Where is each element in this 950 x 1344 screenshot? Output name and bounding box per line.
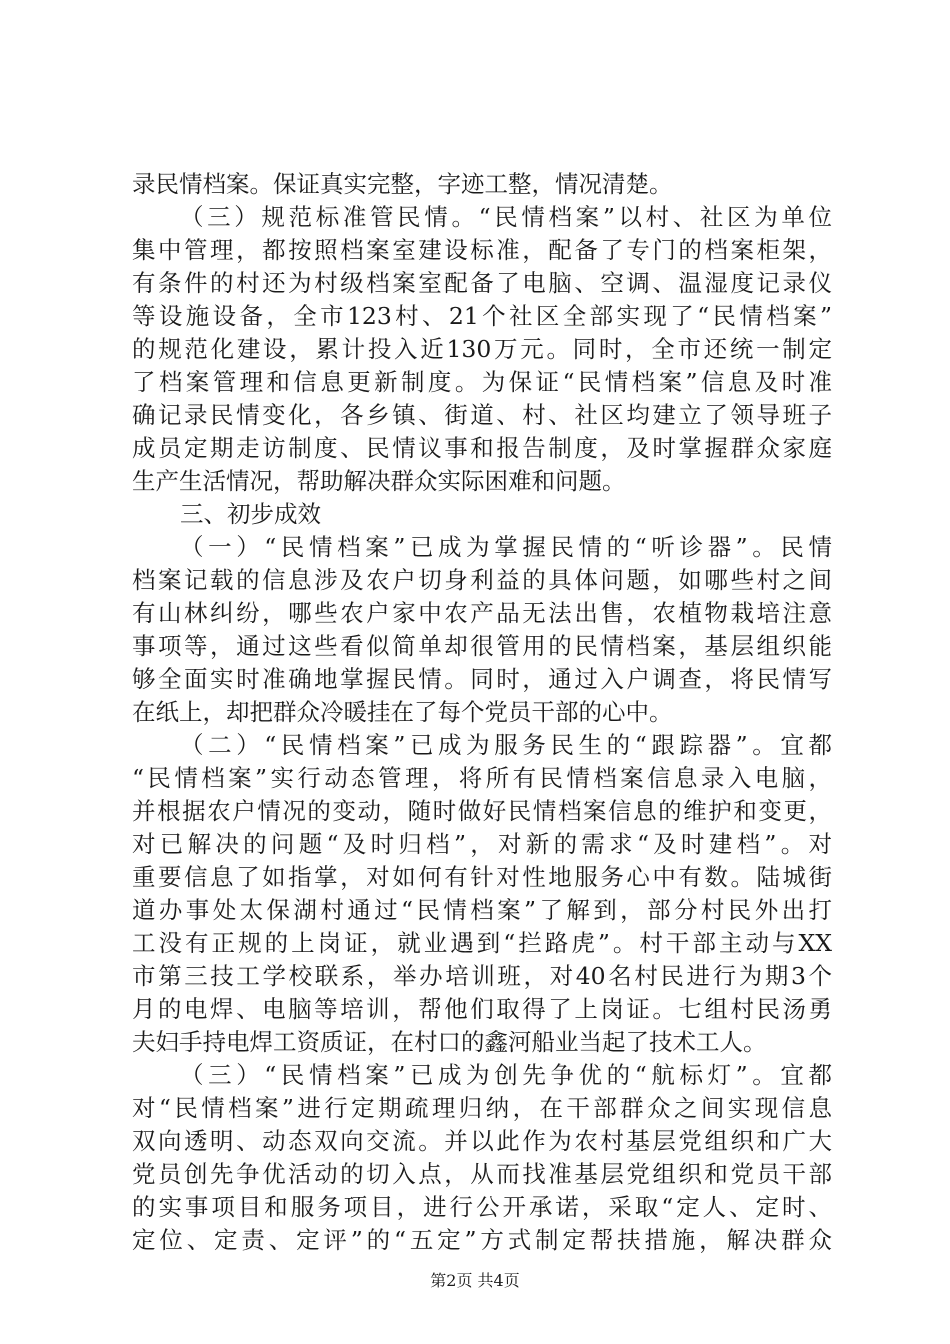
text-line: 档案记载的信息涉及农户切身利益的具体问题，如哪些村之间 <box>132 566 832 594</box>
text-line: 重要信息了如指掌，对如何有针对性地服务心中有数。陆城街 <box>132 863 832 891</box>
text-line: 了档案管理和信息更新制度。为保证“民情档案”信息及时准 <box>132 368 832 396</box>
page-footer: 第2页 共4页 <box>430 1271 520 1290</box>
text-line: 在纸上，却把群众冷暖挂在了每个党员干部的心中。 <box>132 698 673 726</box>
text-line: 工没有正规的上岗证，就业遇到“拦路虎”。村干部主动与XX <box>132 929 832 957</box>
text-line: 集中管理，都按照档案室建设标准，配备了专门的档案柜架， <box>132 236 832 264</box>
text-line: （一）“民情档案”已成为掌握民情的“听诊器”。民情 <box>180 533 832 561</box>
text-line: 确记录民情变化，各乡镇、街道、村、社区均建立了领导班子 <box>132 401 832 429</box>
text-line: （二）“民情档案”已成为服务民生的“跟踪器”。宜都 <box>180 731 832 759</box>
text-line: 双向透明、动态双向交流。并以此作为农村基层党组织和广大 <box>132 1127 832 1155</box>
text-line: 等设施设备，全市123村、21个社区全部实现了“民情档案” <box>132 302 832 330</box>
text-line: 夫妇手持电焊工资质证，在村口的鑫河船业当起了技术工人。 <box>132 1028 767 1056</box>
text-line: 月的电焊、电脑等培训，帮他们取得了上岗证。七组村民汤勇 <box>132 995 832 1023</box>
text-line: 并根据农户情况的变动，随时做好民情档案信息的维护和变更， <box>132 797 832 825</box>
text-line: 三、初步成效 <box>180 500 321 528</box>
text-line: 够全面实时准确地掌握民情。同时，通过入户调查，将民情写 <box>132 665 832 693</box>
text-line: 有条件的村还为村级档案室配备了电脑、空调、温湿度记录仪 <box>132 269 832 297</box>
text-line: 有山林纠纷，哪些农户家中农产品无法出售，农植物栽培注意 <box>132 599 832 627</box>
text-line: 的实事项目和服务项目，进行公开承诺，采取“定人、定时、 <box>132 1193 832 1221</box>
text-line: 市第三技工学校联系，举办培训班，对40名村民进行为期3个 <box>132 962 832 990</box>
text-line: “民情档案”实行动态管理，将所有民情档案信息录入电脑， <box>132 764 832 792</box>
text-line: 生产生活情况，帮助解决群众实际困难和问题。 <box>132 467 626 495</box>
text-line: 的规范化建设，累计投入近130万元。同时，全市还统一制定 <box>132 335 832 363</box>
text-line: 对“民情档案”进行定期疏理归纳，在干部群众之间实现信息 <box>132 1094 832 1122</box>
text-line: 录民情档案。保证真实完整，字迹工整，情况清楚。 <box>132 170 673 198</box>
text-line: （三）规范标准管民情。“民情档案”以村、社区为单位 <box>180 203 832 231</box>
text-line: （三）“民情档案”已成为创先争优的“航标灯”。宜都 <box>180 1061 832 1089</box>
text-line: 事项等，通过这些看似简单却很管用的民情档案，基层组织能 <box>132 632 832 660</box>
text-line: 成员定期走访制度、民情议事和报告制度，及时掌握群众家庭 <box>132 434 832 462</box>
text-line: 道办事处太保湖村通过“民情档案”了解到，部分村民外出打 <box>132 896 832 924</box>
text-line: 定位、定责、定评”的“五定”方式制定帮扶措施，解决群众 <box>132 1226 832 1254</box>
text-line: 党员创先争优活动的切入点，从而找准基层党组织和党员干部 <box>132 1160 832 1188</box>
text-line: 对已解决的问题“及时归档”，对新的需求“及时建档”。对 <box>132 830 832 858</box>
document-body <box>132 168 832 1257</box>
